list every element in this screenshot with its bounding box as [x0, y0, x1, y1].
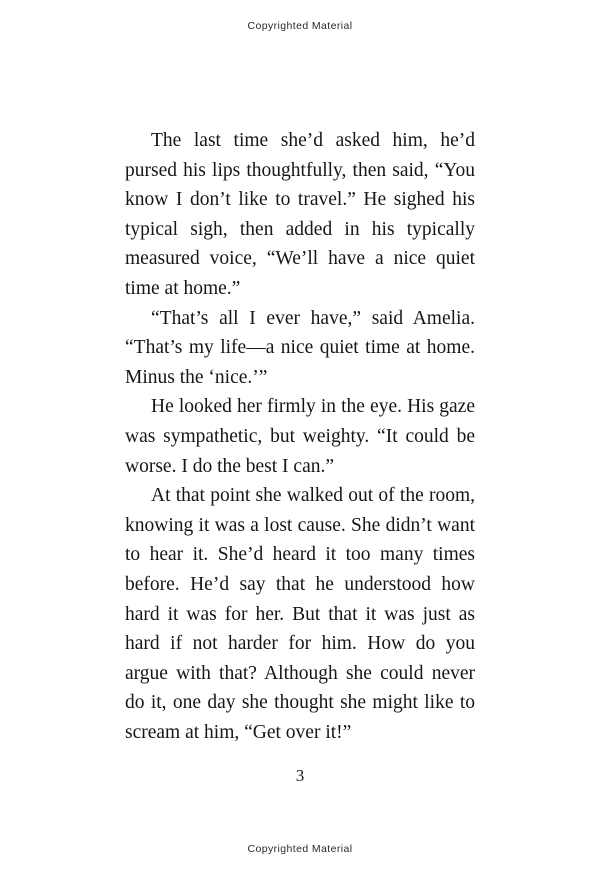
copyright-watermark-top: Copyrighted Material: [247, 20, 353, 32]
paragraph: He looked her firmly in the eye. His gaze was sympathetic, but weighty. “It could be worse. I do the best I can.”: [125, 396, 475, 477]
copyright-watermark-bottom: Copyrighted Material: [247, 843, 353, 855]
paragraph: “That’s all I ever have,” said Amelia. “That’s my life—a nice quiet time at home. Minus the ‘nice.’”: [125, 307, 475, 388]
page-number: 3: [295, 766, 305, 785]
paragraph: The last time she’d asked him, he’d pursed his lips thoughtfully, then said, “You know I don’t like to travel.” He sighed his typical sigh, then added in his typically measured voice, “We’ll have a nice quiet time at home.”: [125, 130, 475, 299]
page-body-text: [125, 32, 475, 747]
paragraph: At that point she walked out of the room, knowing it was a lost cause. She didn’t want to hear it. She’d heard it too many times before. He’d say that he understood how hard it was for her. But that it was just as hard if not harder for him. How do you argue with that? Although she could never do it, one day she thought she might like to scream at him, “Get over it!”: [125, 485, 475, 743]
